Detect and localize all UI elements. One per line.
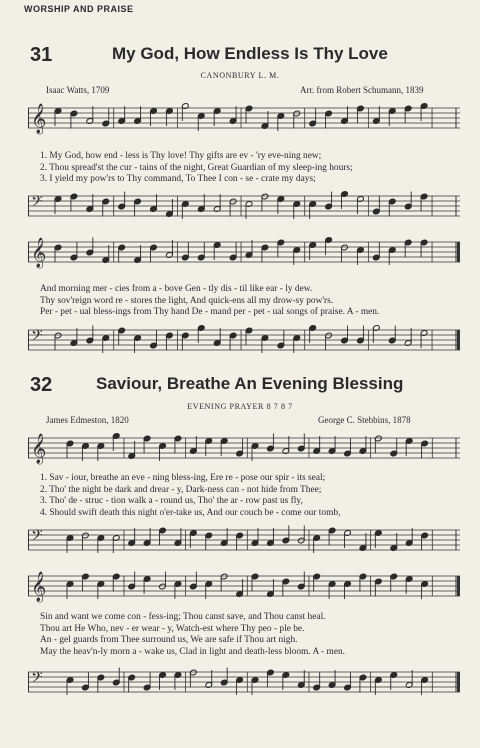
- treble-clef-icon: 𝄞: [31, 104, 47, 134]
- treble-clef-icon: 𝄞: [31, 434, 47, 464]
- music-system-treble: [28, 566, 460, 614]
- author-credit: James Edmeston, 1820: [46, 415, 129, 425]
- lyric-line: Per - pet - ual bless-ings from Thy hand De - mand per - pet - ual songs of praise. A - men.: [40, 307, 380, 318]
- music-system-treble: [28, 98, 460, 150]
- hymn-number: 32: [30, 374, 53, 396]
- music-system-bass: [28, 662, 460, 702]
- section-label: WORSHIP AND PRAISE: [24, 4, 134, 14]
- tune-name: CANONBURY L. M.: [200, 71, 280, 80]
- composer-credit: Arr. from Robert Schumann, 1839: [300, 85, 424, 95]
- author-credit: Isaac Watts, 1709: [46, 85, 110, 95]
- lyric-line: 2. Tho' the night be dark and drear - y, Dark-ness can - not hide from Thee;: [40, 484, 322, 495]
- lyric-line: And morning mer - cies from a - bove Gen - tly dis - til like ear - ly dew.: [40, 284, 313, 294]
- music-system-treble: [28, 428, 460, 476]
- lyric-line: Thou art He Who, nev - er wear - y, Watch-est where Thy peo - ple be.: [40, 623, 305, 634]
- lyric-line: Thy sov'reign word re - stores the light, And quick-ens all my drow-sy pow'rs.: [40, 295, 334, 306]
- lyrics-block: [40, 473, 340, 519]
- lyrics-block: [40, 612, 345, 658]
- music-system-bass: [28, 320, 460, 360]
- lyric-line: 3. Tho' de - struc - tion walk a - round us, Tho' the ar - row past us fly,: [40, 496, 303, 507]
- lyric-line: 3. I yield my pow'rs to Thy command, To Thee I con - se - crate my days;: [40, 174, 316, 185]
- composer-credit: George C. Stebbins, 1878: [318, 415, 411, 425]
- bass-clef-icon: 𝄢: [31, 327, 43, 348]
- lyric-line: 1. Sav - iour, breathe an eve - ning bless-ing, Ere re - pose our spir - its seal;: [40, 473, 326, 483]
- lyric-line: 4. Should swift death this night o'er-take us, And our couch be - come our tomb,: [40, 507, 341, 518]
- bass-clef-icon: 𝄢: [31, 527, 43, 548]
- music-system-bass: [28, 520, 460, 558]
- tune-name: EVENING PRAYER 8 7 8 7: [187, 402, 293, 411]
- lyric-line: 2. Thou spread'st the cur - tains of the night, Great Guardian of my sleep-ing hours;: [40, 162, 353, 173]
- treble-clef-icon: 𝄞: [31, 238, 47, 268]
- lyric-line: May the heav'n-ly morn a - wake us, Clad in light and death-less bloom. A - men.: [40, 646, 346, 657]
- lyrics-block: [40, 151, 353, 186]
- music-system-treble: [28, 232, 460, 284]
- lyric-line: 1. My God, how end - less is Thy love! Thy gifts are ev - 'ry eve-ning new;: [40, 151, 322, 161]
- treble-clef-icon: 𝄞: [31, 572, 47, 602]
- lyric-line: Sin and want we come con - fess-ing; Thou canst save, and Thou canst heal.: [40, 612, 326, 622]
- lyrics-block: [40, 284, 379, 319]
- hymn-title: My God, How Endless Is Thy Love: [112, 44, 388, 63]
- bass-clef-icon: 𝄢: [31, 193, 43, 214]
- lyric-line: An - gel guards from Thee surround us, We are safe if Thou art nigh.: [40, 635, 298, 646]
- music-system-bass: [28, 186, 460, 226]
- bass-clef-icon: 𝄢: [31, 669, 43, 690]
- hymn-number: 31: [30, 44, 53, 66]
- hymn-title: Saviour, Breathe An Evening Blessing: [96, 374, 404, 393]
